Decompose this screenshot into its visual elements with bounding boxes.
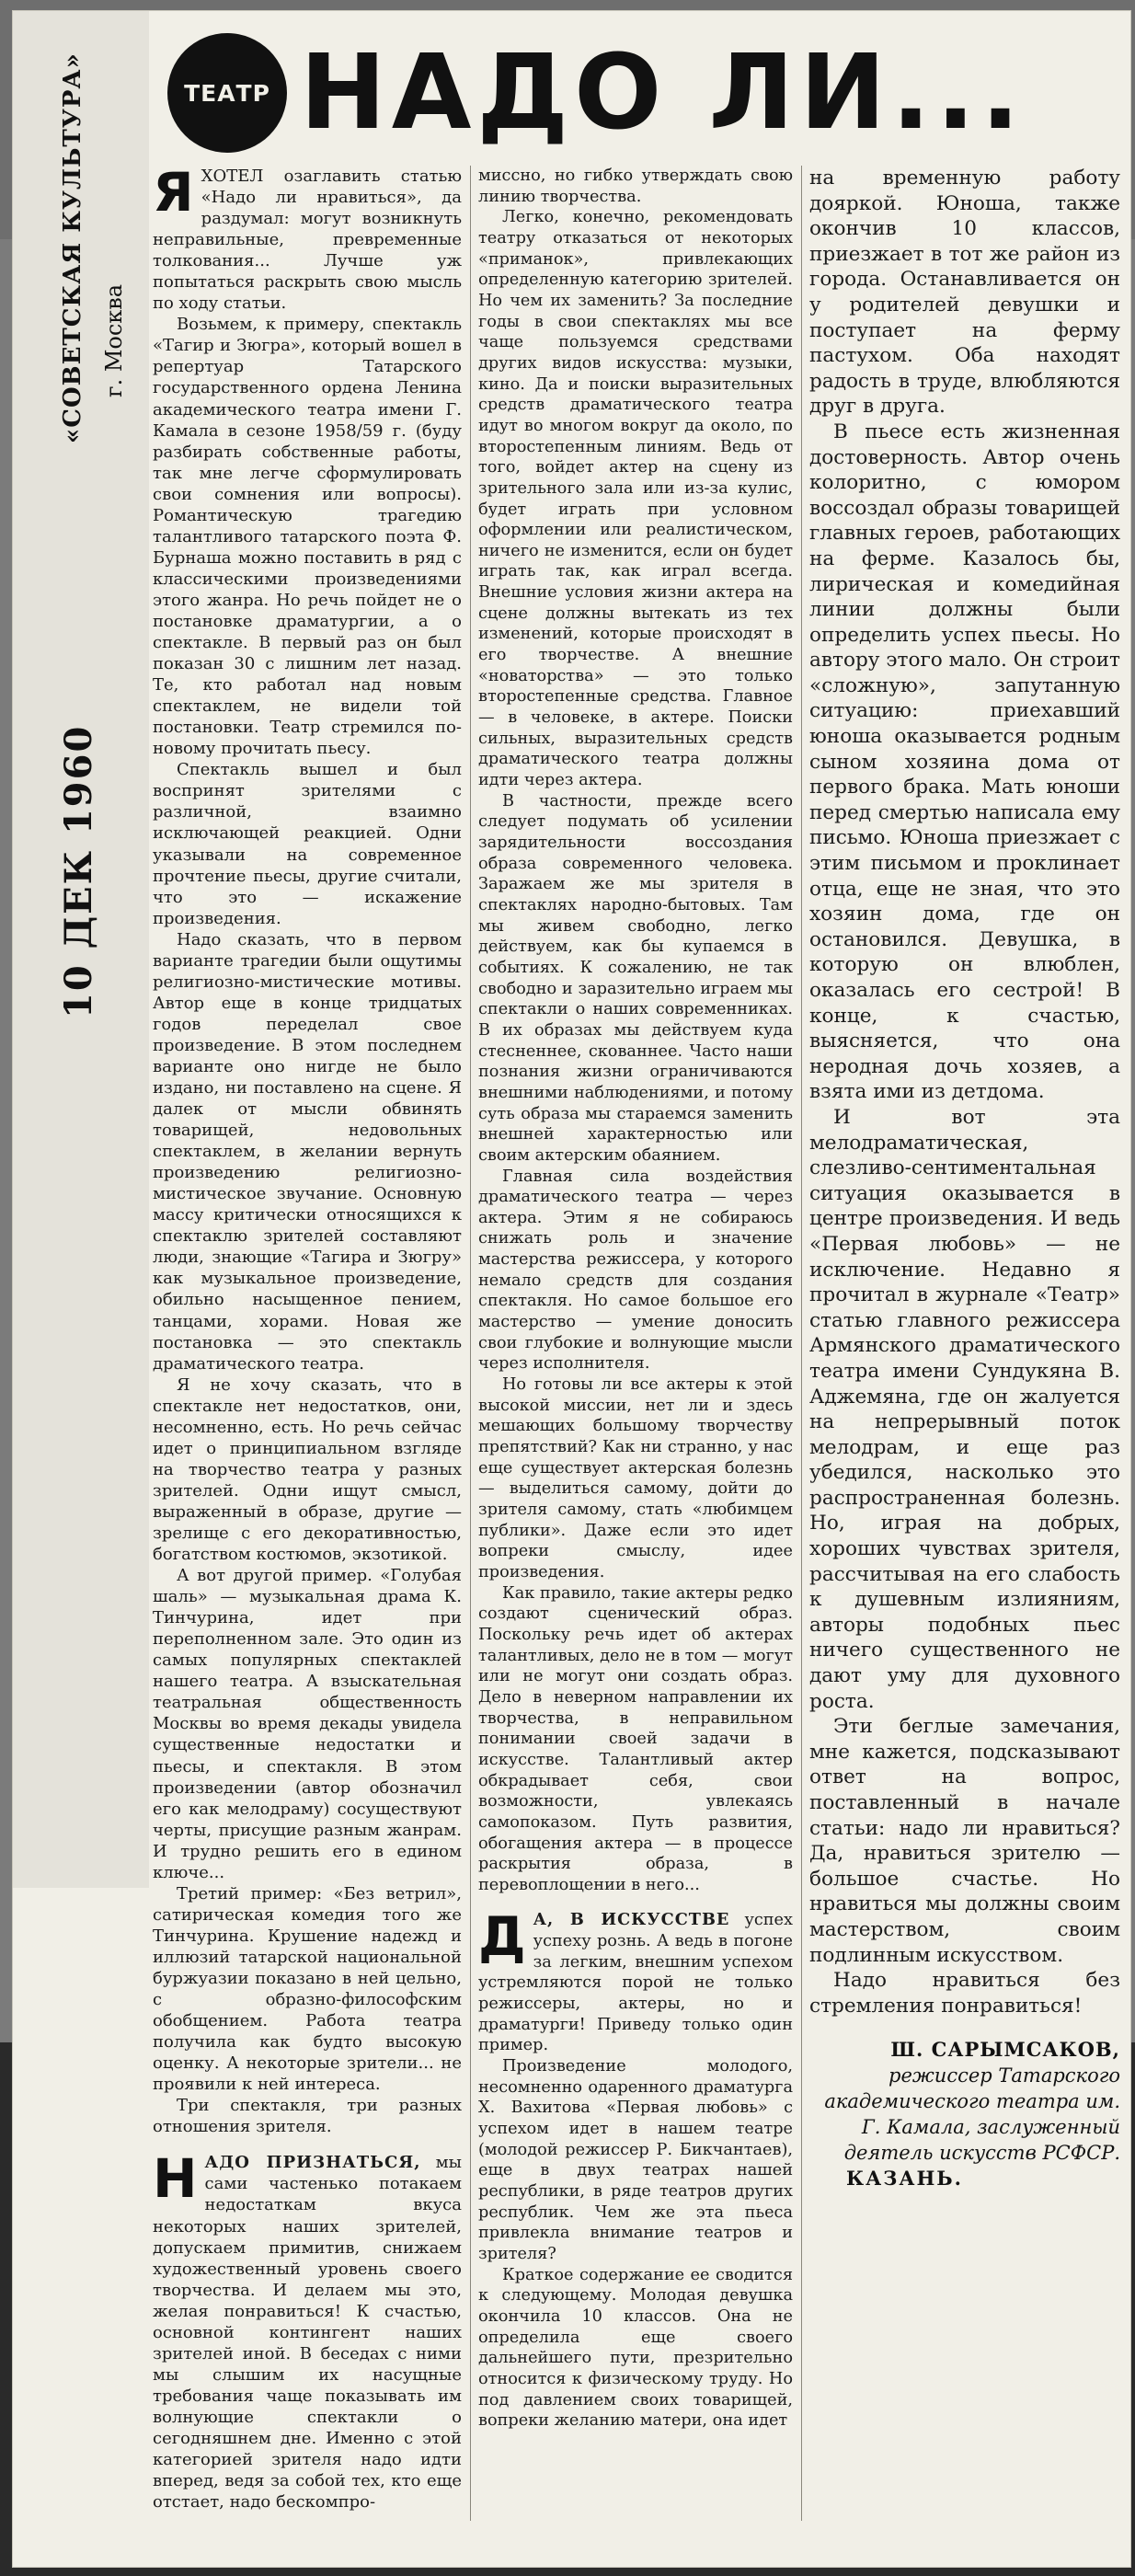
author-signature [809, 2037, 1120, 2191]
paragraph: Главная сила воздействия драматического театра — через актера. Этим я не собираюсь снижать роль и значение мастерства режиссера, у которого немало средств для создания спектакля. Но самое большое его мастерство — умение доносить свои глубокие и волнующие мысли через исполнителя. [478, 1167, 793, 1374]
paragraph: В частности, прежде всего следует подумать об усилении зарядительности воссоздания образа современного человека. Заражаем же мы зрителя в спектаклях народно-бытовых. Там мы живем свободно, легко действуем, как бы купаемся в событиях. К сожалению, не так свободно и заразительно играем мы спектакли о наших современниках. В их образах мы действуем куда стесненнее, скованнее. Часто наши познания жизни ограничиваются внешними наблюдениями, и потому суть образа мы стараемся заменить внешней характерностью или своим актерским обаянием. [478, 791, 793, 1165]
lead-in: А, В ИСКУССТВЕ [533, 1910, 730, 1930]
paragraph: НАДО ПРИЗНАТЬСЯ, мы сами частенько потакаем недостаткам вкуса некоторых наших зрителей, допускаем примитив, снижаем художественный уровень своего творчества. И делаем мы это, желая понравиться! К счастью, основной контингент наших зрителей иной. В беседах с ними мы слышим их насущные требования чаще показывать им волнующие спектакли о сегодняшнем дне. Именно с этой категорией зрителя надо идти вперед, ведя за собой тех, кто еще отстает, надо бескомпро- [153, 2147, 462, 2513]
paragraph: Возьмем, к примеру, спектакль «Тагир и Зюгра», который вошел в репертуар Татарского государственного ордена Ленина академического театра имени Г. Камала в сезоне 1958/59 г. (буду разбирать собственные работы, так мне легче сформулировать свои сомнения или вопросы). Романтическую трагедию талантливого татарского поэта Ф. Бурнаша можно поставить в ряд с классическими произведениями этого жанра. Но речь пойдет не о постановке драматургии, а о спектакле. В первый раз он был показан 30 с лишним лет назад. Те, кто работал над новым спектаклем, не видели той постановки. Театр стремился по-новому прочитать пьесу. [153, 315, 462, 759]
article-headline: НАДО ЛИ... [300, 33, 1026, 153]
paragraph: Я не хочу сказать, что в спектакле нет недостатков, они, несомненно, есть. Но речь сейчас идет о принципиальном взгляде на творчество театра у разных зрителей. Одни ищут смысл, выраженный в образе, другие — зрелище с его декоративностью, богатством костюмов, экзотикой. [153, 1374, 462, 1565]
author-name: Ш. САРЫМСАКОВ, [890, 2038, 1120, 2062]
date-stamp: 10 ДЕК 1960 [57, 724, 100, 1018]
article-column-2 [478, 166, 793, 2432]
paragraph: Эти беглые замечания, мне кажется, подсказывают ответ на вопрос, поставленный в начале статьи: надо ли нравиться? Да, нравиться зрителю — большое счастье. Но нравиться мы должны своим мастерством, своим подлинным искусством. [809, 1715, 1120, 1967]
paragraph: Легко, конечно, рекомендовать театру отказаться от некоторых «приманок», привлекающих определенную категорию зрителей. Но чем их заменить? За последние годы в свои спектаклях мы все чаще пользуемся средствами других видов искусства: музыки, кино. Да и поиски выразительных средств драматического театра идут во многом вокруг да около, по второстепенным линиям. Ведь от того, войдет актер на сцену из зрительного зала или из-за кулис, будет играть при условном оформлении или реалистическом, ничего не изменится, если он будет играть так, как играл всегда. Внешние условия жизни актера на сцене должны вытекать из тех изменений, которые происходят в его творчестве. А внешние «новаторства» — это только второстепенные средства. Главное — в человеке, в актере. Поиски сильных, выразительных средств драматического театра должны идти через актера. [478, 208, 793, 790]
paragraph: В пьесе есть жизненная достоверность. Автор очень колоритно, с юмором воссоздал образы товарищей главных героев, работающих на ферме. Казалось бы, лирическая и комедийная линии должны были определить успех пьесы. Но автору этого мало. Он строит «сложную», запутанную ситуацию: приехавший юноша оказывается родным сыном хозяина дома от первого брака. Мать юноши перед смертью написала ему письмо. Юноша приезжает с этим письмом и проклинает отца, еще не зная, что это хозяин дома, где он остановился. Девушка, в которую он влюблен, оказалась его сестрой! В конце, к счастью, выясняется, что она неродная дочь хозяев, а взята ими из детдома. [809, 420, 1120, 1104]
author-city: КАЗАНЬ. [846, 2167, 963, 2191]
paragraph: Произведение молодого, несомненно одаренного драматурга Х. Вахитова «Первая любовь» с успехом идет в нашем театре (молодой режиссер Р. Бикчантаев), еще в двух театрах нашей республики, в ряде театров других республик. Чем же эта пьеса привлекла внимание театров и зрителя? [478, 2057, 793, 2263]
archive-strip [13, 11, 149, 1888]
newspaper-masthead: «СОВЕТСКАЯ КУЛЬТУРА» [59, 52, 86, 443]
column-divider [801, 166, 802, 2521]
paragraph: Надо нравиться без стремления понравиться! [809, 1969, 1120, 2018]
paragraph: Краткое содержание ее сводится к следующему. Молодая девушка окончила 10 классов. Она не определила еще своего дальнейшего пути, презрительно относится к физическому труду. Но под давлением своих товарищей, вопреки желанию матери, она идет [478, 2265, 793, 2431]
paragraph: Спектакль вышел и был воспринят зрителями с различной, взаимно исключающей реакцией. Одни указывали на современное прочтение пьесы, другие считали, что это — искажение произведения. [153, 760, 462, 928]
paragraph: Три спектакля, три разных отношения зрителя. [153, 2096, 462, 2137]
paragraph: Как правило, такие актеры редко создают сценический образ. Поскольку речь идет об актерах талантливых, дело не в том — могут или не могут они создать образ. Дело в неверном направлении их творчества, в неправильном понимании своей задачи в искусстве. Талантливый актер обкрадывает себя, свои возможности, увлекаясь самопоказом. Путь развития, обогащения актера — в процессе раскрытия образа, в перевоплощении в него... [478, 1583, 793, 1894]
paragraph: Третий пример: «Без ветрил», сатирическая комедия того же Тинчурина. Крушение надежд и иллюзий татарской национальной буржуазии показано в ней цельно, с образно-философским обобщением. Работа театра получила как будто высокую оценку. А некоторые зрители... не проявили к ней интереса. [153, 1883, 462, 2095]
author-role: режиссер Татарского академического театра им. Г. Камала, заслуженный деятель искусств РСФСР. [824, 2064, 1120, 2165]
newspaper-clipping [13, 11, 1130, 2567]
drop-cap: Н [153, 2147, 198, 2211]
lead-in: АДО ПРИЗНАТЬСЯ, [204, 2153, 421, 2173]
masthead-city: г. Москва [101, 283, 127, 397]
paragraph: Но готовы ли все актеры к этой высокой миссии, нет ли и здесь мешающих большому творчеству препятствий? Как ни странно, у нас еще существует актерская болезнь — выделиться самому, дойти до зрителя самому, стать «любимцем публики». Даже если это идет вопреки смыслу, идее произведения. [478, 1375, 793, 1581]
paragraph: А вот другой пример. «Голубая шаль» — музыкальная драма К. Тинчурина, идет при переполненном зале. Это один из самых популярных спектаклей нашего театра. А взыскательная театральная общественность Москвы во время декады увидела существенные недостатки и пьесы, и спектакля. В этом произведении (автор обозначил его как мелодраму) сосуществуют черты, присущие разным жанрам. И трудно решить его в едином ключе... [153, 1566, 462, 1882]
paragraph: ЯХОТЕЛ озаглавить статью «Надо ли нравиться», да раздумал: могут возникнуть неправильные, превременные толкования... Лучше уж попытаться раскрыть свою мысль по ходу статьи. [153, 161, 462, 314]
paragraph: миссно, но гибко утверждать свою линию творчества. [478, 167, 793, 206]
article-column-3 [809, 166, 1120, 2191]
paragraph: Надо сказать, что в первом варианте трагедии были ощутимы религиозно-мистические мотивы. Автор еще в конце тридцатых годов переделал свое произведение. В этом последнем варианте оно нигде не было издано, ни поставлено на сцене. Я далек от мысли обвинять товарищей, недовольных спектаклем, в желании вернуть произведению религиозно-мистическое звучание. Основную массу критически относящихся к спектаклю зрителей составляют люди, знающие «Тагира и Зюгру» как музыкальное произведение, обильно насыщенное пением, танцами, хорами. Новая же постановка — это спектакль драматического театра. [153, 929, 462, 1374]
drop-cap: Я [153, 161, 194, 224]
article-column-1 [153, 161, 462, 2513]
drop-cap: Д [478, 1905, 526, 1969]
rubric-badge: ТЕАТР [167, 33, 287, 153]
paragraph: И вот эта мелодраматическая, слезливо-сентиментальная ситуация оказывается в центре произведения. И ведь «Первая любовь» — не исключение. Недавно я прочитал в журнале «Театр» статью главного режиссера Армянского драматического театра имени Сундукяна В. Аджемяна, где он жалуется на непрерывный поток мелодрам, и еще раз убедился, насколько это распространенная болезнь. Но, играя на добрых, хороших чувствах зрителя, рассчитывая на его слабость к душевным излияниям, авторы подобных пьес ничего существенного не дают уму для духовного роста. [809, 1105, 1120, 1713]
column-divider [470, 166, 471, 2521]
paragraph: Д А, В ИСКУССТВЕ успех успеху рознь. А ведь в погоне за легким, внешним успехом устремляются порой не только режиссеры, актеры, но и драматурги! Приведу только один пример. [478, 1905, 793, 2055]
paragraph: на временную работу дояркой. Юноша, также окончив 10 классов, приезжает в тот же район из города. Останавливается он у родителей девушки и поступает на ферму пастухом. Оба находят радость в труде, влюбляются друг в друга. [809, 167, 1120, 419]
